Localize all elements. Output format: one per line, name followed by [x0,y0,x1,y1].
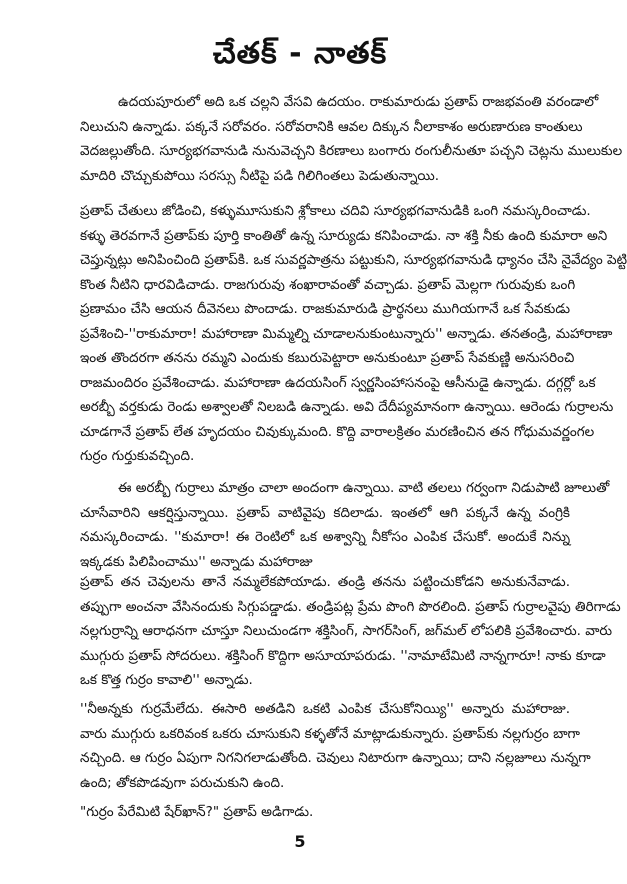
text-line: అరబ్బీ వర్తకుడు రెండు అశ్వాలతో నిలబడి ఉన్నాడు. అవి దేదీప్యమానంగా ఉన్నాయి. ఆరెండు గుర్రాలను [80,399,614,415]
chapter-title: చేతక్ - నాతక్ [212,36,388,71]
text-line: ప్రణామం చేసి ఆయన దీవెనలు పొందాడు. రాజకుమారుడి ప్రార్థనలు ముగియగానే ఒక సేవకుడు [80,301,570,317]
text-line: వారు ముగ్గురు ఒకరివంక ఒకరు చూసుకుని కళ్ళతోనే మాట్లాడుకున్నారు. ప్రతాప్‌కు నల్లగుర్రం బాగా [80,725,580,742]
text-line: చెప్తున్నట్లు అనిపించింది ప్రతాప్‌కి. ఒక సువర్ణపాత్రను పట్టుకుని, సూర్యభగవానుడి ధ్యానం చేసి నైవేద్యం పెట్టి [80,252,627,268]
paragraph-1 [80,90,623,188]
text-line: కళ్ళు తెరవగానే ప్రతాప్‌కు పూర్తి కాంతితో ఉన్న సూర్యుడు కనిపించాడు. నా శక్తి నీకు ఉంది కుమారా అని [80,227,608,244]
text-line: నల్లగుర్రాన్ని ఆరాధనగా చూస్తూ నిలుచుండగా శక్తిసింగ్, సాగర్‌సింగ్, జగ్‌మల్ లోపలికి ప్రవేశించారు. వారు [80,623,613,639]
text-line: ''నీఅన్నకు గుర్రమేలేదు. ఈసారి అతడిని ఒకటి ఎంపిక చేసుకోనియ్యి'' అన్నారు మహారాజు. [80,701,570,717]
text-line: రాజమందిరం ప్రవేశించాడు. మహారాణా ఉదయసింగ్ స్వర్ణసింహాసనంపై ఆసీనుడై ఉన్నాడు. దగ్గర్లో ఒక [80,374,596,391]
text-line: ప్రవేశించి-''రాకుమారా! మహారాణా మిమ్మల్ని చూడాలనుకుంటున్నారు'' అన్నాడు. తనతండ్రి, మహారాణా [80,325,613,342]
text-line: తప్పుగా అంచనా వేసినందుకు సిగ్గుపడ్డాడు. తండ్రిపట్ల ప్రేమ పొంగి పొరలింది. ప్రతాప్ గుర్రాలవైపు తిరిగాడు [80,598,621,615]
paragraph-2 [80,199,627,469]
paragraph-3 [80,476,610,574]
text-line: నమస్కరించాడు. ''కుమారా! ఈ రెంటిలో ఒక అశ్వాన్ని నీకోసం ఎంపిక చేసుకో. అందుకే నిన్ను [80,529,570,545]
text-line: చూడగానే ప్రతాప్ లేత హృదయం చివుక్కుమంది. కొద్ది వారాలక్రితం మరణించిన తన గోధుమవర్ణంగల [80,423,595,440]
text-line: ఇంత తొందరగా తనను రమ్మని ఎందుకు కబురుపెట్టారా అనుకుంటూ ప్రతాప్ సేవకుణ్ణి అనుసరించి [80,350,575,366]
text-line: కొంత నీటిని ధారవిడిచాడు. రాజగురువు శంఖారావంతో వచ్చాడు. ప్రతాప్ మెల్లగా గురువుకు ఒంగి [80,276,576,293]
text-line: నిలుచుని ఉన్నాడు. పక్కనే సరోవరం. సరోవరానికి ఆవల దిక్కున నీలాకాశం అరుణారుణ కాంతులు [80,118,583,135]
text-line: ఈ అరబ్బీ గుర్రాలు మాత్రం చాలా అందంగా ఉన్నాయి. వాటి తలలు గర్వంగా నిడుపాటి జూలుతో [118,480,610,496]
text-line: చూసేవారిని ఆకర్షిస్తున్నాయి. ప్రతాప్ వాటివైపు కదిలాడు. ఇంతలో ఆగి పక్కనే ఉన్న వంగ్రికి [80,504,570,521]
text-line: నచ్చింది. ఆ గుర్రం ఏపుగా నిగనిగలాడుతోంది. చెవులు నిటారుగా ఉన్నాయి; దాని నల్లజూలు నున్నగా [80,750,591,766]
page-number: 5 [294,832,306,851]
text-line: "గుర్రం పేరేమిటి షేర్‌ఖాన్?" ప్రతాప్ అడిగాడు. [80,804,314,820]
text-line: ఒక కొత్త గుర్రం కావాలి'' అన్నాడు. [80,672,253,688]
text-line: ముగ్గురు ప్రతాప్ సోదరులు. శక్తిసింగ్ కొద్దిగా అసూయాపరుడు. ''నామాటేమిటి నాన్నగారూ! నాకు కూడా [80,647,606,664]
text-line: ఉంది; తోకపొడవుగా పరుచుకుని ఉంది. [80,774,285,791]
paragraph-5 [80,697,591,795]
paragraph-4 [80,570,621,693]
text-line: వెదజల్లుతోంది. సూర్యభగవానుడి నునువెచ్చని కిరణాలు బంగారు రంగులీనుతూ పచ్చని చెట్లను ములుకుల [80,143,623,159]
text-line: ప్రతాప్ తన చెవులను తానే నమ్మలేకపోయాడు. తండ్రి తనను పట్టించుకోడని అనుకునేవాడు. [80,574,570,590]
text-line: ప్రతాప్ చేతులు జోడించి, కళ్ళుమూసుకుని శ్లోకాలు చదివి సూర్యభగవానుడికి ఒంగి నమస్కరించాడు. [80,203,591,219]
text-line: ఉదయపూరులో అది ఒక చల్లని వేసవి ఉదయం. రాకుమారుడు ప్రతాప్ రాజభవంతి వరండాలో [118,94,599,110]
text-line: గుర్రం గుర్తుకువచ్చింది. [80,448,195,464]
text-line: మాదిరి చొచ్చుకుపోయి సరస్సు నీటిపై పడి గిలిగింతలు పెడుతున్నాయి. [80,167,440,184]
paragraph-6 [80,800,570,825]
text-line: ఇక్కడకు పిలిపించాము'' అన్నాడు మహారాజు [80,553,313,570]
